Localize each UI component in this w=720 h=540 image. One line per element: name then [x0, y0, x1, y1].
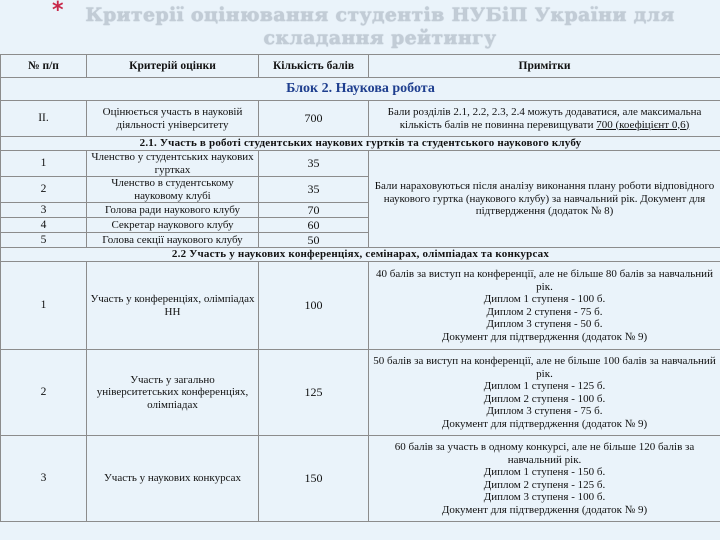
- row-note: [369, 262, 720, 350]
- row-points: 100: [259, 262, 369, 350]
- note-line: 60 балів за участь в одному конкурсі, але не більше 120 балів за навчальний рік.: [394, 441, 695, 466]
- column-header-points: Кількість балів: [259, 55, 369, 78]
- note-line: Диплом 1 ступеня - 100 б.: [483, 293, 606, 305]
- section-2-1-title: 2.1. Участь в роботі студентських наукових гуртків та студентського наукового клубу: [1, 137, 720, 151]
- note-line: Диплом 2 ступеня - 75 б.: [486, 305, 603, 318]
- note-text: Бали розділів 2.1, 2.2, 2.3, 2.4 можуть додаватися, але максимальна кількість балів не повинна перевищувати: [387, 106, 702, 131]
- note-line: Диплом 3 ступеня - 75 б.: [486, 405, 603, 417]
- row-criterion: Участь у наукових конкурсах: [87, 436, 259, 522]
- table-row: [1, 262, 720, 350]
- column-header-criterion: Критерій оцінки: [87, 55, 259, 78]
- table-row: [1, 101, 720, 137]
- page-title: Критерії оцінювання студентів НУБіП України для складання рейтингу: [85, 4, 675, 49]
- row-number: 2: [1, 177, 87, 203]
- row-number: 4: [1, 218, 87, 233]
- row-note: [369, 350, 720, 436]
- row-points: 35: [259, 151, 369, 177]
- note-line: 50 балів за виступ на конференції, але не більше 100 балів за навчальний рік.: [373, 355, 716, 380]
- row-criterion: Членство у студентських наукових гуртках: [87, 151, 259, 177]
- row-points: 35: [259, 177, 369, 203]
- note-emphasis: 700 (коефіцієнт 0,6): [596, 118, 690, 131]
- row-number: 2: [1, 350, 87, 436]
- note-line: Диплом 3 ступеня - 50 б.: [486, 318, 603, 330]
- table-row: [1, 151, 720, 177]
- note-line: Диплом 3 ступеня - 100 б.: [483, 491, 606, 503]
- section-title-row: [1, 137, 720, 151]
- row-criterion: Участь у конференціях, олімпіадах НН: [87, 262, 259, 350]
- row-number: 1: [1, 262, 87, 350]
- note-line: 40 балів за виступ на конференції, але не більше 80 балів за навчальний рік.: [376, 268, 713, 293]
- row-note: [369, 436, 720, 522]
- block-title: Блок 2. Наукова робота: [1, 78, 720, 101]
- note-line: Диплом 2 ступеня - 125 б.: [483, 478, 606, 491]
- section-2-1-note: Бали нараховуються після аналізу виконання плану роботи відповідного наукового гуртка (наукового клубу) за навчальний рік. Документ для підтвердження (додаток № 8): [369, 151, 720, 248]
- note-line: Диплом 2 ступеня - 100 б.: [483, 392, 606, 405]
- column-header-number: № п/п: [1, 55, 87, 78]
- note-line: Документ для підтвердження (додаток № 9): [441, 417, 648, 430]
- row-points: 60: [259, 218, 369, 233]
- column-header-notes: Примітки: [369, 55, 720, 78]
- section-2-2-title: 2.2 Участь у наукових конференціях, семінарах, олімпіадах та конкурсах: [1, 248, 720, 262]
- row-number: 5: [1, 233, 87, 248]
- row-criterion: Оцінюється участь в науковій діяльності університету: [87, 101, 259, 137]
- title-area: [0, 0, 720, 52]
- row-number: ІІ.: [1, 101, 87, 137]
- row-note: [369, 101, 720, 137]
- row-points: 700: [259, 101, 369, 137]
- row-criterion: Голова ради наукового клубу: [87, 203, 259, 218]
- row-number: 3: [1, 436, 87, 522]
- row-criterion: Секретар наукового клубу: [87, 218, 259, 233]
- row-points: 50: [259, 233, 369, 248]
- note-line: Диплом 1 ступеня - 125 б.: [483, 380, 606, 392]
- bullet-star-icon: *: [52, 0, 64, 23]
- criteria-table: [0, 54, 720, 522]
- block-title-row: [1, 78, 720, 101]
- row-criterion: Участь у загально університетських конференціях, олімпіадах: [87, 350, 259, 436]
- note-line: Диплом 1 ступеня - 150 б.: [483, 466, 606, 478]
- row-points: 125: [259, 350, 369, 436]
- note-line: Документ для підтвердження (додаток № 9): [441, 503, 648, 516]
- row-number: 3: [1, 203, 87, 218]
- table-header-row: [1, 55, 720, 78]
- section-title-row: [1, 248, 720, 262]
- row-points: 150: [259, 436, 369, 522]
- table-row: [1, 350, 720, 436]
- note-line: Документ для підтвердження (додаток № 9): [441, 330, 648, 343]
- row-criterion: Голова секції наукового клубу: [87, 233, 259, 248]
- row-number: 1: [1, 151, 87, 177]
- row-criterion: Членство в студентському науковому клубі: [87, 177, 259, 203]
- table-row: [1, 436, 720, 522]
- row-points: 70: [259, 203, 369, 218]
